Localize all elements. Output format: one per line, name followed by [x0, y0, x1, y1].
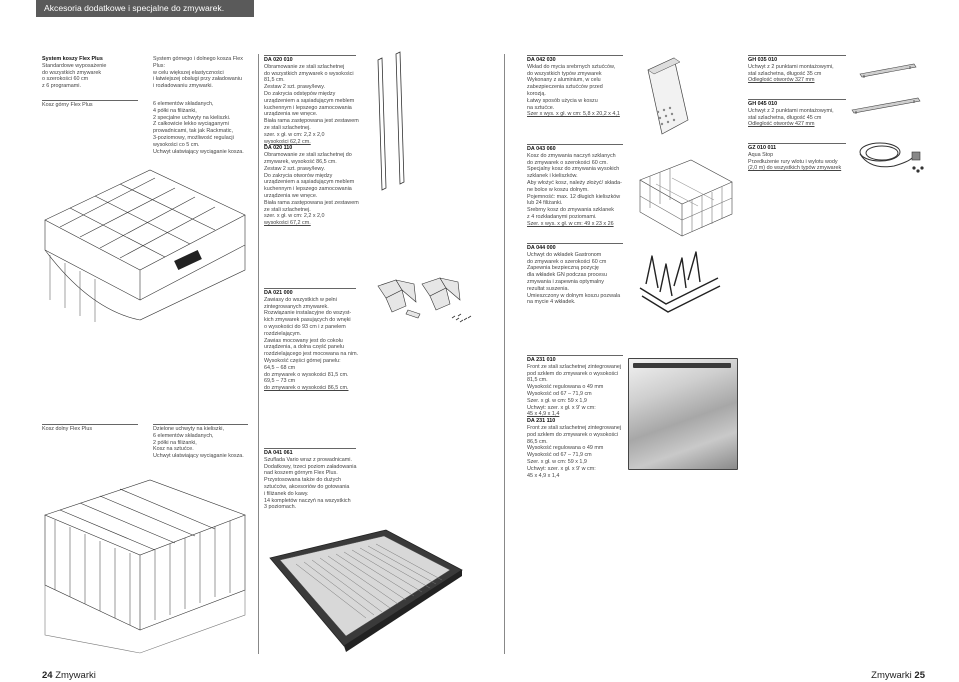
system-line: z 6 programami.: [42, 83, 81, 90]
text-line: 69,5 – 73 cm: [264, 378, 296, 385]
text-line: 3 poziomach.: [264, 504, 297, 511]
product-code: DA 042 030: [527, 57, 556, 63]
text-line: Obramowanie ze stali szlachetnej do: [264, 152, 352, 159]
handle-45-image: [850, 94, 922, 116]
system-line: o szerokości 60 cm: [42, 76, 89, 83]
text-line: Do zakrycia otworów między: [264, 172, 333, 179]
lower-basket-title: Kosz dolny Flex Plus: [42, 426, 93, 432]
text-line: Biała rama zastępowana jest zestawem: [264, 118, 359, 125]
trim-strips-image: [372, 52, 412, 192]
text-line: Wysokość części górnej panelu:: [264, 357, 341, 364]
text-line: korozją.: [527, 90, 546, 97]
aqua-stop-hose-image: [850, 138, 926, 178]
text-line: 81,5 cm.: [264, 77, 285, 84]
text-line: Aby włożyć kosz, należy złożyć/ składa-: [527, 179, 622, 186]
text-line: 45 x 4,9 x 1,4: [527, 411, 560, 418]
text-line: szklanek i kieliszków.: [527, 173, 578, 180]
text-line: Wysokość od 67 – 71,9 cm: [527, 390, 592, 397]
text-line: Odległość otworów 427 mm: [748, 121, 815, 128]
header-title: Akcesoria dodatkowe i specjalne do zmywarek.: [44, 3, 225, 13]
text-line: Wysokość od 67 – 71,9 cm: [527, 452, 592, 459]
upper-basket-image: [40, 160, 250, 330]
text-line: stal szlachetna, długość 35 cm: [748, 70, 822, 77]
divider: [527, 355, 623, 356]
divider: [527, 243, 623, 244]
text-line: System górnego i dolnego kosza Flex: [153, 56, 243, 62]
text-line: dla wkładek GN podczas procesu: [527, 272, 608, 279]
text-line: 86,5 cm.: [527, 438, 548, 445]
text-line: 2 półki na filiżanki,: [153, 439, 197, 446]
text-line: Przedłużenie rury wlotu i wylotu wody: [748, 158, 838, 165]
stainless-door-front-image: [628, 358, 738, 470]
text-line: Zawiasy do wszystkich w pełni: [264, 296, 337, 303]
text-line: z 4 rozkładanymi poziomami.: [527, 213, 597, 220]
text-line: na sztućce.: [527, 104, 555, 111]
text-line: rozdzielającego jest mocowana na nim.: [264, 351, 359, 358]
text-line: urządzenia, a dolna część panelu: [264, 344, 345, 351]
text-line: Łatwy sposób użycia w koszu: [527, 97, 598, 104]
text-line: (2,0 m) do wszystkich typów zmywarek: [748, 165, 842, 172]
section-label: Zmywarki: [55, 670, 96, 681]
door-handle: [633, 363, 731, 368]
text-line: Wysokość regulowana o 49 mm: [527, 445, 604, 452]
text-line: Z całkowicie lekko wyciąganymi: [153, 121, 229, 128]
text-line: do wszystkich typów zmywarek: [527, 70, 602, 77]
text-line: kich zmywarek pasujących do wnęki: [264, 317, 351, 324]
product-da042030: [527, 57, 620, 118]
product-code: GH 035 010: [748, 57, 778, 63]
text-line: Zestaw 2 szt. prawy/lewy.: [264, 84, 326, 91]
divider: [153, 424, 248, 425]
product-code: DA 231 110: [527, 418, 556, 425]
product-da231010: [527, 357, 621, 479]
product-da020010: [264, 57, 359, 227]
product-gz010011: [748, 145, 841, 172]
text-line: urządzeniem a sąsiadującym meblem: [264, 97, 355, 104]
text-line: pod szkłem do zmywarek o wysokości: [527, 431, 619, 438]
vario-drawer-image: [266, 528, 466, 653]
text-line: do zmywarek o wysokości 86,5 cm.: [264, 385, 349, 392]
text-line: i filiżanek do kawy.: [264, 490, 309, 497]
page-header: [0, 0, 959, 18]
text-line: Front ze stali szlachetnej zintegrowanej: [527, 363, 622, 370]
page-number-right: [871, 670, 925, 681]
text-line: i rozładowaniu zmywarki.: [153, 83, 213, 90]
product-code: DA 020 010: [264, 57, 293, 63]
text-line: kuchennym i lepszego zamocowania: [264, 104, 352, 111]
flex-plus-intro: [153, 56, 243, 90]
text-line: 4 półki na filiżanki,: [153, 107, 197, 114]
text-line: Szer. x gł. w cm: 59 x 1,9: [527, 397, 587, 404]
text-line: urządzeniem a sąsiadującym meblem: [264, 179, 355, 186]
product-da043060: [527, 146, 622, 228]
product-code: DA 041 061: [264, 450, 293, 456]
text-line: wysokości 62,2 cm.: [264, 138, 311, 145]
gastronorm-holder-image: [636, 244, 722, 316]
text-line: Biała rama zastępowana jest zestawem: [264, 199, 359, 206]
divider: [748, 55, 846, 56]
text-line: Kosz na sztućce.: [153, 446, 194, 453]
column-separator: [258, 54, 259, 654]
text-line: Rozwiązanie instalacyjne do wszyst-: [264, 310, 352, 317]
text-line: do wszystkich zmywarek o wysokości: [264, 70, 354, 77]
divider: [42, 100, 138, 101]
text-line: 45 x 4,9 x 1,4: [527, 472, 560, 479]
text-line: 6 elementów składanych,: [153, 101, 214, 107]
text-line: Obramowanie ze stali szlachetnej: [264, 63, 345, 70]
hinges-image: [372, 272, 477, 332]
text-line: do zmywarek o szerokości 60 cm: [527, 258, 607, 265]
upper-basket-desc: [153, 101, 244, 155]
text-line: Umieszczony w dolnym koszu pozwala: [527, 292, 621, 299]
product-gh035010: [748, 57, 834, 84]
text-line: zmywarek, wysokość 86,5 cm.: [264, 158, 337, 165]
text-line: Srebrny kosz do zmywania szklanek: [527, 207, 614, 214]
text-line: Specjalny kosz do zmywania wysokich: [527, 166, 620, 173]
text-line: Wkład do mycia srebrnych sztućców,: [527, 63, 616, 70]
product-code: DA 231 010: [527, 357, 556, 363]
text-line: stal szlachetna, długość 45 cm: [748, 114, 822, 121]
text-line: na mycie 4 wkładek.: [527, 299, 576, 306]
text-line: Aqua Stop: [748, 151, 774, 158]
system-line: Standardowe wyposażenie: [42, 62, 107, 69]
system-title: System koszy Flex Plus: [42, 56, 103, 62]
text-line: i łatwiejszej obsługi przy załadowaniu: [153, 76, 242, 83]
text-line: Uchwyt z 2 punktami montażowymi,: [748, 63, 834, 70]
text-line: ze stali szlachetnej.: [264, 124, 311, 131]
text-line: o wysokości do 93 cm i z panelem: [264, 323, 346, 330]
lower-basket-image: [40, 475, 250, 655]
text-line: Uchwyt do wkładek Gastronom: [527, 251, 602, 258]
text-line: Odległość otworów 327 mm: [748, 77, 815, 84]
text-line: Zawias mocowany jest do cokołu: [264, 337, 343, 344]
text-line: wysokości co 5 cm.: [153, 141, 200, 148]
text-line: 3-poziomowy, możliwość regulacji: [153, 134, 234, 141]
text-line: 6 elementów składanych,: [153, 432, 214, 439]
system-line: do wszystkich zmywarek: [42, 69, 102, 76]
upper-basket-title: Kosz górny Flex Plus: [42, 102, 93, 108]
text-line: Dzielone uchwyty na kieliszki,: [153, 426, 225, 432]
divider: [527, 55, 623, 56]
system-block: [42, 56, 106, 90]
product-code: DA 021 000: [264, 290, 293, 296]
text-line: zintegrowanych zmywarek.: [264, 303, 329, 310]
text-line: do zmywarek o wysokości 81,5 cm.: [264, 371, 349, 378]
text-line: urządzenia we wnęce.: [264, 192, 318, 199]
product-da021000: [264, 290, 358, 392]
text-line: Uchwyt ułatwiający wyciąganie kosza.: [153, 453, 244, 460]
text-line: 14 kompletów naczyń na wszystkich: [264, 497, 351, 504]
text-line: Szuflada Vario wraz z prowadnicami.: [264, 456, 352, 463]
product-da041061: [264, 450, 356, 511]
text-line: prowadnicami, tak jak Rackmatic,: [153, 128, 233, 135]
product-code: DA 044 000: [527, 245, 556, 251]
text-line: szer. x gł. w cm: 2,2 x 2,0: [264, 131, 325, 138]
product-code: GH 045 010: [748, 101, 778, 107]
divider: [264, 448, 356, 449]
text-line: Szer x wys. x gł. w cm: 5,8 x 20,2 x 4,1: [527, 111, 620, 118]
text-line: 64,5 – 68 cm: [264, 364, 296, 371]
product-code: GZ 010 011: [748, 145, 777, 151]
divider: [264, 55, 356, 56]
divider: [527, 144, 623, 145]
text-line: Przystosowana także do dużych: [264, 477, 342, 484]
text-line: Dodatkowy, trzeci poziom załadowania: [264, 463, 357, 470]
lower-basket-desc: [153, 426, 244, 460]
text-line: rozdzielającym.: [264, 330, 302, 337]
text-line: lub 24 filiżanki.: [527, 200, 563, 207]
lower-basket-label: [42, 426, 92, 433]
column-separator: [504, 54, 505, 654]
product-gh045010: [748, 101, 834, 128]
text-line: urządzenia we wnęce.: [264, 111, 318, 118]
text-line: Uchwyt: szer. x gł. x 9' w cm:: [527, 404, 596, 411]
text-line: Wykonany z aluminium, w celu: [527, 77, 601, 84]
product-code: DA 043 060: [527, 146, 556, 152]
cutlery-insert-image: [638, 50, 698, 140]
text-line: ze stali szlachetnej.: [264, 206, 311, 213]
text-line: Plus:: [153, 62, 165, 69]
section-label: Zmywarki: [871, 670, 912, 681]
text-line: do zmywarek o szerokości 60 cm.: [527, 159, 608, 166]
text-line: sztućców, akcesoriów do gotowania: [264, 483, 350, 490]
text-line: Uchwyt: szer. x gł. x 9' w cm:: [527, 465, 596, 472]
upper-basket-label: [42, 102, 93, 109]
text-line: Zapewnia bezpieczną pozycję: [527, 265, 599, 272]
divider: [264, 288, 356, 289]
text-line: Uchwyt ułatwiający wyciąganie kosza.: [153, 148, 244, 155]
product-da044000: [527, 245, 620, 306]
text-line: kuchennym i lepszego zamocowania: [264, 186, 352, 193]
text-line: ne bolce w koszu dolnym.: [527, 186, 589, 193]
text-line: szer. x gł. w cm: 2,2 x 2,0: [264, 213, 325, 220]
divider: [748, 99, 846, 100]
page-number: 24: [42, 670, 53, 681]
divider: [748, 143, 846, 144]
text-line: Front ze stali szlachetnej zintegrowanej: [527, 424, 622, 431]
text-line: Zestaw 2 szt. prawy/lewy.: [264, 165, 326, 172]
page-number: 25: [914, 670, 925, 681]
text-line: zmywania i zapewnia optymalny: [527, 278, 605, 285]
text-line: Wysokość regulowana o 49 mm: [527, 384, 604, 391]
text-line: rezultat suszenia.: [527, 285, 569, 292]
text-line: Kosz do zmywania naczyń szklanych: [527, 152, 616, 159]
text-line: wysokości 67,2 cm.: [264, 220, 311, 227]
text-line: Szer. x wys. x gł. w cm: 49 x 23 x 26: [527, 220, 614, 227]
glass-basket-image: [636, 150, 736, 242]
text-line: nad koszem górnym Flex Plus.: [264, 470, 338, 477]
text-line: Do zakrycia odstępów między: [264, 90, 336, 97]
divider: [42, 424, 138, 425]
page-number-left: [42, 670, 96, 681]
text-line: zabezpieczenia sztućców przed: [527, 84, 603, 91]
text-line: pod szkłem do zmywarek o wysokości: [527, 370, 619, 377]
text-line: 81,5 cm.: [527, 377, 548, 384]
text-line: Szer. x gł. w cm: 59 x 1,9: [527, 458, 587, 465]
text-line: Uchwyt z 2 punktami montażowymi,: [748, 107, 834, 114]
text-line: w celu większej elastyczności: [153, 69, 224, 76]
product-code: DA 020 110: [264, 145, 293, 152]
text-line: Pojemność: max. 12 długich kieliszków: [527, 193, 621, 200]
handle-35-image: [858, 60, 918, 80]
text-line: 2 specjalne uchwyty na kieliszki.: [153, 114, 231, 121]
